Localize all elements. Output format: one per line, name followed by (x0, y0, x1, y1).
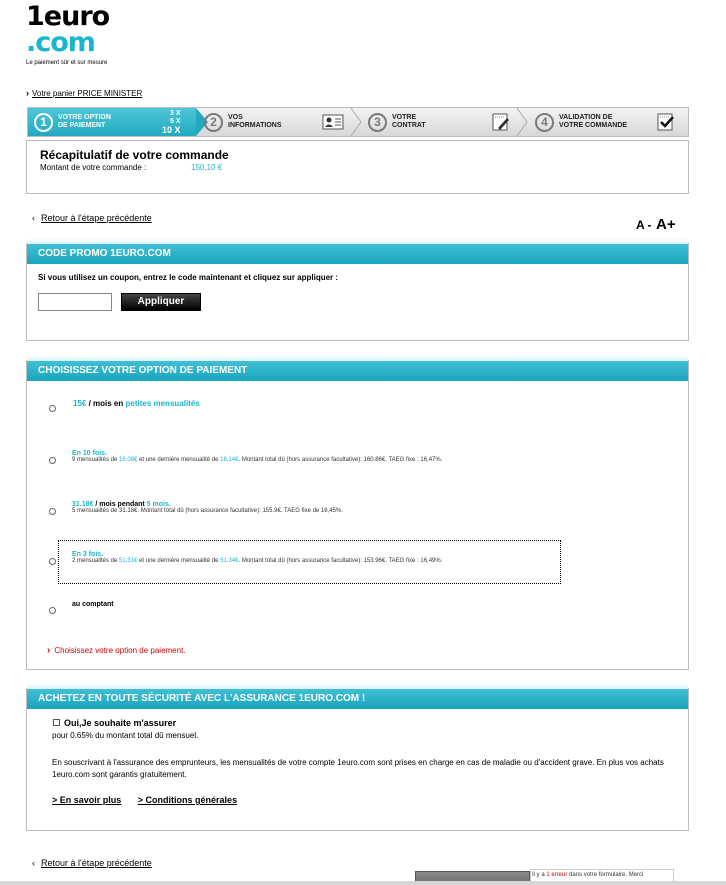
terms-link[interactable]: > Conditions générales (137, 795, 238, 805)
detail-value: 51.31€ (119, 558, 138, 564)
promo-heading: CODE PROMO 1EURO.COM (27, 244, 688, 264)
option-detail: 5 mensualités de 31.18€. Montant total dû (hors assurance facultative): 155.9€. TAEG fixe de 16,45%. (72, 508, 343, 514)
detail-text: 9 mensualités de (72, 457, 120, 463)
promo-code-input[interactable] (38, 293, 112, 311)
insurance-heading: ACHETEZ EN TOUTE SÉCURITÉ AVEC L'ASSURANCE 1EURO.COM ! (27, 689, 688, 709)
logo-com: .com (26, 27, 95, 58)
step-number: 2 (204, 113, 223, 132)
back-link-bottom (32, 858, 152, 868)
order-amount-label: Montant de votre commande : (40, 163, 147, 172)
option-title (72, 501, 343, 508)
logo[interactable] (26, 1, 136, 66)
option-title: En 3 fois. (72, 551, 104, 558)
payment-radio-5x[interactable] (49, 508, 56, 515)
back-link-top (32, 213, 152, 223)
learn-more-link[interactable]: > En savoir plus (52, 795, 122, 805)
detail-value: 51.34€ (220, 558, 239, 564)
option-duration: 5 mois. (146, 501, 171, 508)
logo-wordmark (26, 1, 136, 58)
apply-button[interactable]: Appliquer (121, 293, 201, 311)
increase-font-button[interactable]: A+ (656, 216, 676, 233)
step-label: VALIDATION DE VOTRE COMMANDE (559, 114, 628, 129)
promo-panel (26, 243, 689, 341)
step-separator (350, 108, 362, 136)
option-3x (72, 551, 442, 564)
step-number: 4 (535, 113, 554, 132)
option-10x (72, 450, 442, 463)
option-5x (72, 501, 343, 514)
font-size-controls (636, 216, 676, 234)
option-monthly (73, 399, 200, 408)
installment-option: 10 X (162, 125, 181, 135)
payment-error (47, 645, 186, 656)
chevron-right-icon: › (47, 645, 51, 656)
small-installments-link[interactable]: petites mensualités (125, 399, 200, 408)
checked-document-icon (655, 113, 677, 131)
detail-text: et une dernière mensualité de (137, 558, 221, 564)
monthly-amount: 15€ (73, 399, 87, 408)
id-card-icon (322, 113, 344, 131)
option-cash: au comptant (72, 601, 114, 608)
step-contract (368, 108, 426, 136)
option-amount: 31.18€ (72, 501, 94, 508)
option-title: En 10 fois. (72, 450, 108, 457)
chevron-right-icon: › (26, 88, 29, 98)
detail-text: et une dernière mensualité de (137, 457, 221, 463)
step-validation (535, 108, 627, 136)
payment-radio-cash[interactable] (49, 607, 56, 614)
detail-text: . Montant total dû (hors assurance facultative): 153.96€. TAEG fixe : 16,49%. (238, 558, 443, 564)
detail-value: 16.08€ (119, 457, 138, 463)
recap-title: Récapitulatif de votre commande (40, 148, 229, 162)
detail-text: . Montant total dû (hors assurance facultative): 160.86€. TAEG fixe : 16,47%. (238, 457, 443, 463)
chevron-left-icon: ‹ (32, 858, 35, 868)
status-error-count: 1 erreur (546, 872, 568, 878)
checkout-steps (27, 107, 689, 137)
promo-instructions: Si vous utilisez un coupon, entrez le code maintenant et cliquez sur appliquer : (38, 273, 339, 282)
status-text: dans votre formulaire. Merci (567, 872, 644, 878)
option-detail (72, 558, 442, 564)
insurance-rate: pour 0.65% du montant total dû mensuel. (52, 731, 199, 740)
step-label: VOS INFORMATIONS (228, 114, 282, 129)
step-separator (516, 108, 528, 136)
error-status (532, 872, 643, 878)
payment-radio-3x[interactable] (49, 558, 56, 565)
chevron-left-icon: ‹ (32, 213, 35, 223)
insurance-description: En souscrivant à l'assurance des emprunteurs, les mensualités de votre compte 1euro.com sont prises en charge en cas de maladie ou d'accident grave. En plus vos achats 1euro.com sont garantis gratuitement. (52, 758, 664, 779)
pencil-document-icon (490, 113, 512, 131)
payment-heading: CHOISISSEZ VOTRE OPTION DE PAIEMENT (27, 361, 688, 381)
payment-radio-monthly[interactable] (49, 405, 56, 412)
back-link[interactable]: Retour à l'étape précédente (41, 858, 152, 868)
option-detail (72, 457, 442, 463)
installment-option: 5 X (170, 118, 181, 125)
option-text: / mois pendant (93, 501, 147, 508)
payment-radio-10x[interactable] (49, 457, 56, 464)
payment-error-text: Choisissez votre option de paiement. (54, 646, 186, 655)
step-number: 1 (34, 113, 53, 132)
insurance-checkbox[interactable] (53, 719, 60, 726)
step-information (204, 108, 282, 136)
logo-euro: euro (43, 1, 110, 32)
status-text: Il y a (532, 872, 547, 878)
installment-options (162, 110, 181, 134)
insurance-links (52, 795, 251, 805)
step-label: VOTRE OPTION DE PAIEMENT (58, 114, 111, 129)
decrease-font-button[interactable]: A - (636, 218, 652, 232)
detail-text: 2 mensualités de (72, 558, 120, 564)
step-label: VOTRE CONTRAT (392, 114, 426, 129)
monthly-text: / mois en (86, 399, 126, 408)
basket-breadcrumb (26, 88, 142, 98)
insurance-checkbox-label: Oui,Je souhaite m'assurer (64, 718, 177, 728)
detail-value: 16.14€ (220, 457, 239, 463)
installment-option: 3 X (170, 110, 181, 117)
order-amount-value: 150,10 € (191, 163, 223, 172)
step-number: 3 (368, 113, 387, 132)
logo-tagline: Le paiement sûr et sur mesure (26, 60, 108, 66)
basket-link[interactable]: Votre panier PRICE MINISTER (32, 89, 143, 98)
logo-one: 1 (26, 1, 44, 32)
window-bottom-bar (0, 881, 726, 885)
step-payment-option (28, 108, 196, 136)
back-link[interactable]: Retour à l'étape précédente (41, 213, 152, 223)
